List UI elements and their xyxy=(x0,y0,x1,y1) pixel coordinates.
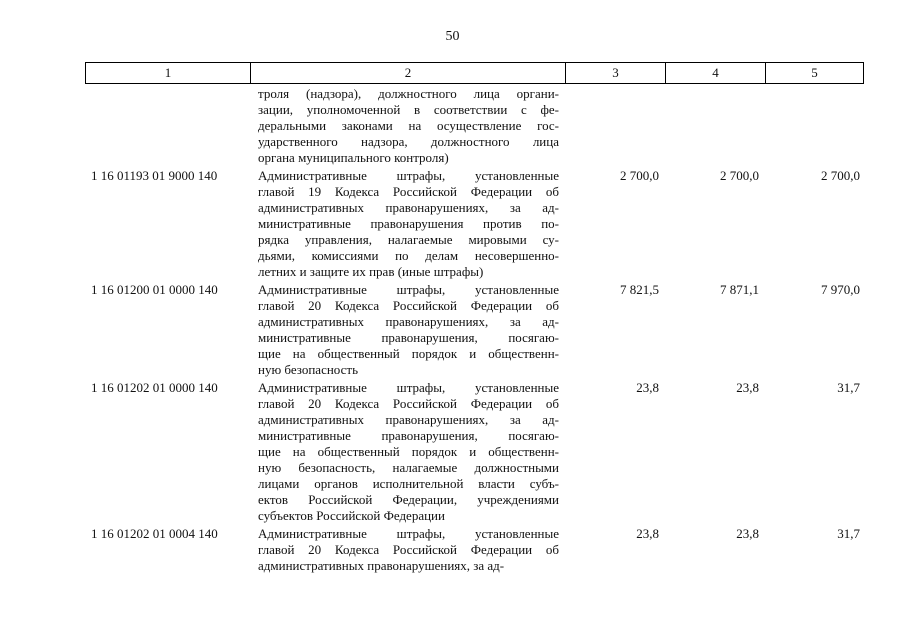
column-header-3: 3 xyxy=(566,63,666,83)
description-line: деральными законами на осуществление гос- xyxy=(258,118,559,133)
table-body xyxy=(85,86,864,576)
amount-cell-col-3: 2 700,0 xyxy=(620,168,659,183)
description-line: Административные штрафы, установленные xyxy=(258,168,559,183)
column-header-1: 1 xyxy=(86,63,251,83)
column-header-5: 5 xyxy=(811,65,818,80)
description-line: щие на общественный порядок и общественн- xyxy=(258,444,559,459)
table-row xyxy=(85,380,864,524)
amount-cell-col-5: 31,7 xyxy=(837,380,860,395)
budget-code-cell xyxy=(85,86,250,166)
description-line: ную безопасность xyxy=(258,362,359,377)
description-line: министративные правонарушения, посягаю- xyxy=(258,428,559,443)
description-line: щие на общественный порядок и общественн- xyxy=(258,346,559,361)
description-cell xyxy=(250,86,565,166)
description-cell xyxy=(250,526,565,574)
amount-cell-col-4: 23,8 xyxy=(736,380,759,395)
description-line: ную безопасность, налагаемые должностными xyxy=(258,460,559,475)
amount-cell-col-4 xyxy=(665,86,765,166)
budget-code-cell: 1 16 01202 01 0000 140 xyxy=(91,380,218,395)
amount-cell-col-3: 23,8 xyxy=(636,380,659,395)
column-header-4: 4 xyxy=(666,63,766,83)
description-line: главой 20 Кодекса Российской Федерации об xyxy=(258,542,559,557)
amount-cell-col-4: 2 700,0 xyxy=(720,168,759,183)
amount-cell-col-5: 2 700,0 xyxy=(821,168,860,183)
table-row xyxy=(85,168,864,280)
description-line: Административные штрафы, установленные xyxy=(258,282,559,297)
amount-cell-col-4: 23,8 xyxy=(736,526,759,541)
description-cell xyxy=(250,282,565,378)
description-line: Административные штрафы, установленные xyxy=(258,380,559,395)
table-header-row xyxy=(85,62,864,84)
column-header-2: 2 xyxy=(251,63,566,83)
budget-code-cell: 1 16 01202 01 0004 140 xyxy=(91,526,218,541)
description-line: министративные правонарушения, посягаю- xyxy=(258,330,559,345)
description-line: ектов Российской Федерации, учреждениями xyxy=(258,492,559,507)
description-line: органа муниципального контроля) xyxy=(258,150,449,165)
description-line: рядка управления, налагаемые мировыми су- xyxy=(258,232,559,247)
description-line: субъектов Российской Федерации xyxy=(258,508,445,523)
description-line: административных правонарушениях, за ад- xyxy=(258,412,559,427)
description-line: главой 20 Кодекса Российской Федерации об xyxy=(258,298,559,313)
description-line: лицами органов исполнительной власти субъ- xyxy=(258,476,559,491)
description-line: зации, уполномоченной в соответствии с фе- xyxy=(258,102,559,117)
amount-cell-col-5: 7 970,0 xyxy=(821,282,860,297)
description-line: Административные штрафы, установленные xyxy=(258,526,559,541)
table-row xyxy=(85,86,864,166)
amount-cell-col-5: 31,7 xyxy=(837,526,860,541)
budget-code-cell: 1 16 01200 01 0000 140 xyxy=(91,282,218,297)
amount-cell-col-4: 7 871,1 xyxy=(720,282,759,297)
description-line: главой 19 Кодекса Российской Федерации об xyxy=(258,184,559,199)
budget-code-cell: 1 16 01193 01 9000 140 xyxy=(91,168,218,183)
description-line: троля (надзора), должностного лица органи- xyxy=(258,86,559,101)
page-number: 50 xyxy=(445,29,460,44)
amount-cell-col-3 xyxy=(565,86,665,166)
description-line: министративные правонарушения против по- xyxy=(258,216,559,231)
description-cell xyxy=(250,168,565,280)
table-row xyxy=(85,282,864,378)
description-line: дьями, комиссиями по делам несовершенно- xyxy=(258,248,559,263)
description-line: главой 20 Кодекса Российской Федерации об xyxy=(258,396,559,411)
description-line: административных правонарушениях, за ад- xyxy=(258,314,559,329)
description-line: административных правонарушениях, за ад- xyxy=(258,200,559,215)
description-line: ударственного надзора, должностного лица xyxy=(258,134,559,149)
description-line: административных правонарушениях, за ад- xyxy=(258,558,505,573)
amount-cell-col-3: 23,8 xyxy=(636,526,659,541)
amount-cell-col-5 xyxy=(765,86,864,166)
description-line: летних и защите их прав (иные штрафы) xyxy=(258,264,484,279)
description-cell xyxy=(250,380,565,524)
table-row xyxy=(85,526,864,574)
amount-cell-col-3: 7 821,5 xyxy=(620,282,659,297)
